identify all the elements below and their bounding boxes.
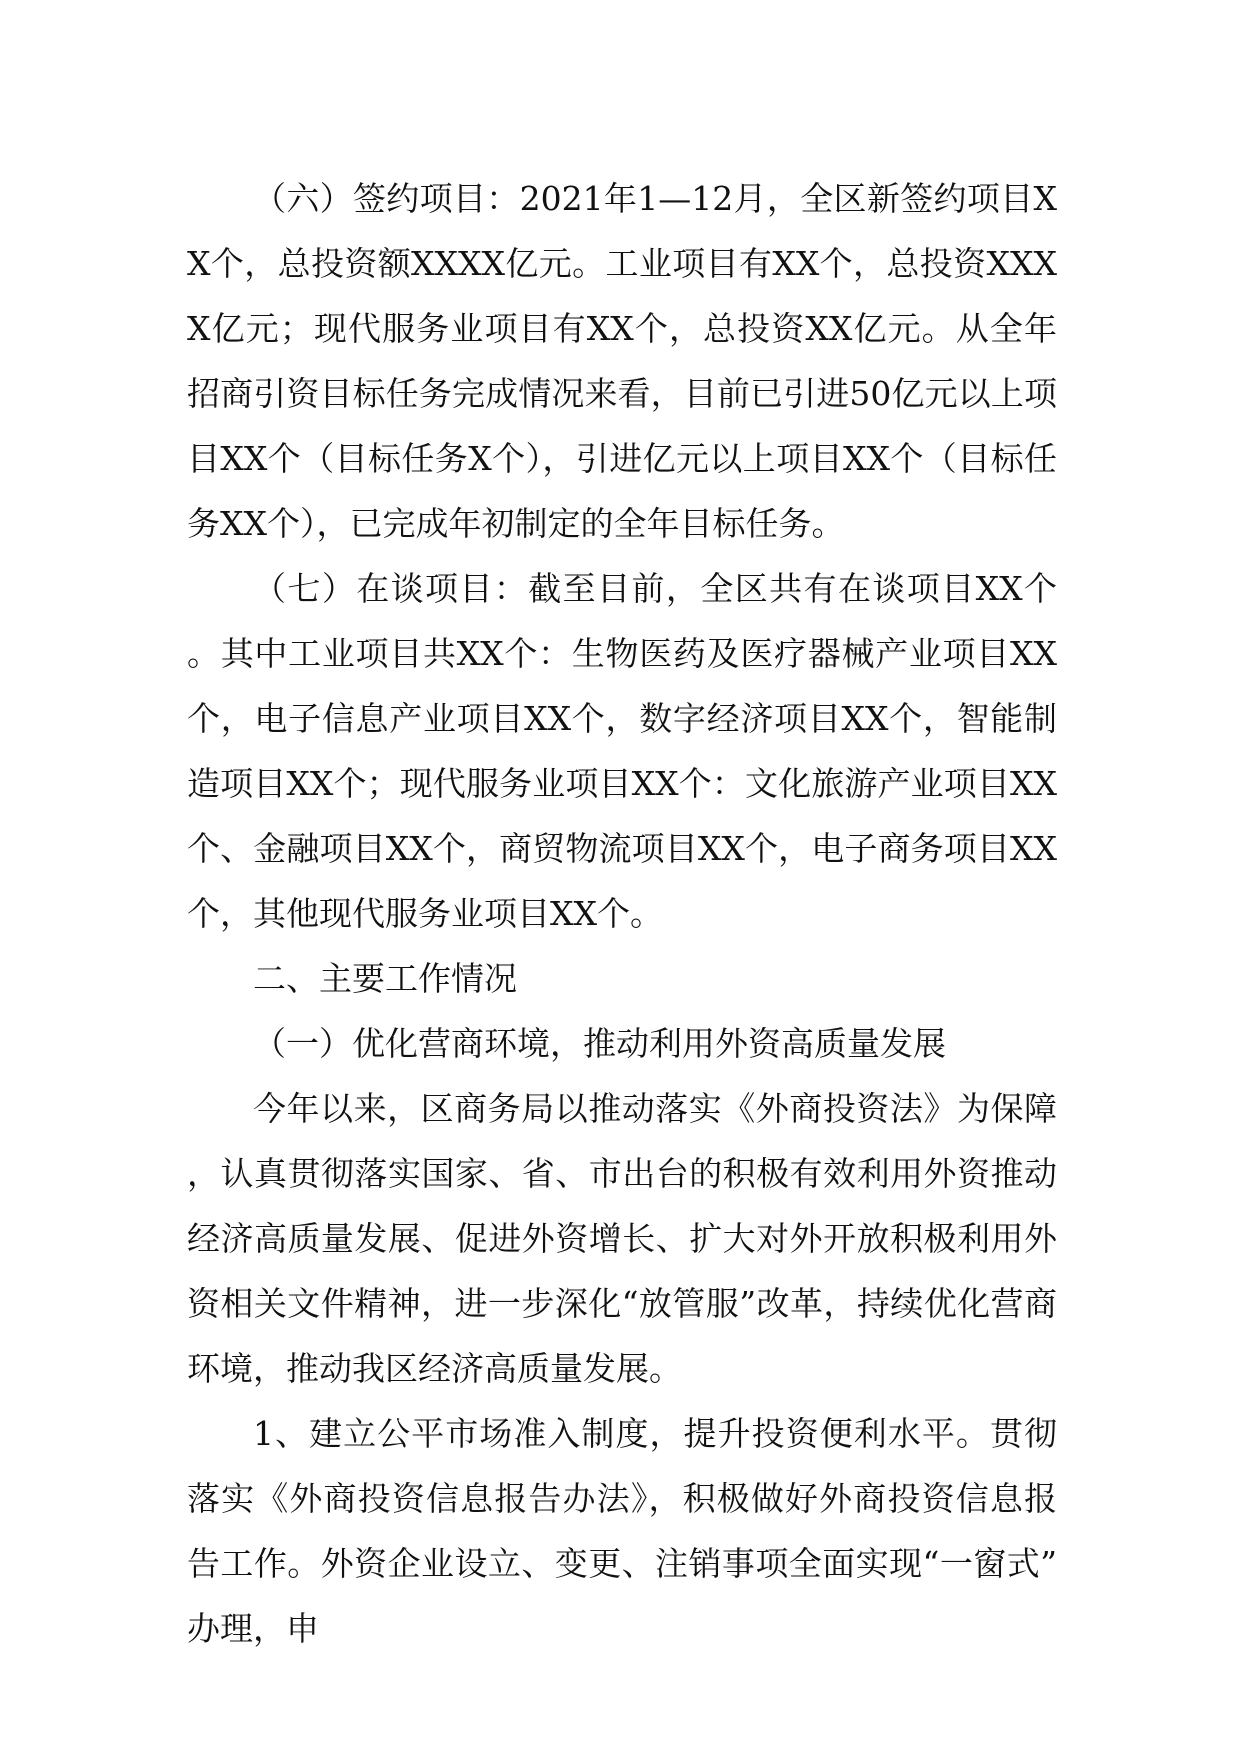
paragraph-negotiating-projects: （七）在谈项目：截至目前，全区共有在谈项目XX个。其中工业项目共XX个：生物医药及医疗器械产业项目XX个，电子信息产业项目XX个，数字经济项目XX个，智能制造项目XX个；现代服务业项目XX个：文化旅游产业项目XX个、金融项目XX个，商贸物流项目XX个，电子商务项目XX个，其他现代服务业项目XX个。 [187, 569, 1057, 933]
subsection-heading-business-environment: （一）优化营商环境，推动利用外资高质量发展 [253, 1024, 946, 1063]
section-heading-main-work: 二、主要工作情况 [253, 959, 517, 998]
paragraph-market-access: 1、建立公平市场准入制度，提升投资便利水平。贯彻落实《外商投资信息报告办法》，积极做好外商投资信息报告工作。外资企业设立、变更、注销事项全面实现“一窗式”办理，申 [187, 1414, 1057, 1648]
paragraph-business-environment: 今年以来，区商务局以推动落实《外商投资法》为保障，认真贯彻落实国家、省、市出台的积极有效利用外资推动经济高质量发展、促进外资增长、扩大对外开放积极利用外资相关文件精神，进一步深化“放管服”改革，持续优化营商环境，推动我区经济高质量发展。 [187, 1089, 1057, 1388]
document-body [187, 166, 1057, 1661]
paragraph-signed-projects: （六）签约项目：2021年1—12月，全区新签约项目XX个，总投资额XXXX亿元。工业项目有XX个，总投资XXXX亿元；现代服务业项目有XX个，总投资XX亿元。从全年招商引资目标任务完成情况来看，目前已引进50亿元以上项目XX个（目标任务X个），引进亿元以上项目XX个（目标任务XX个），已完成年初制定的全年目标任务。 [187, 179, 1057, 543]
